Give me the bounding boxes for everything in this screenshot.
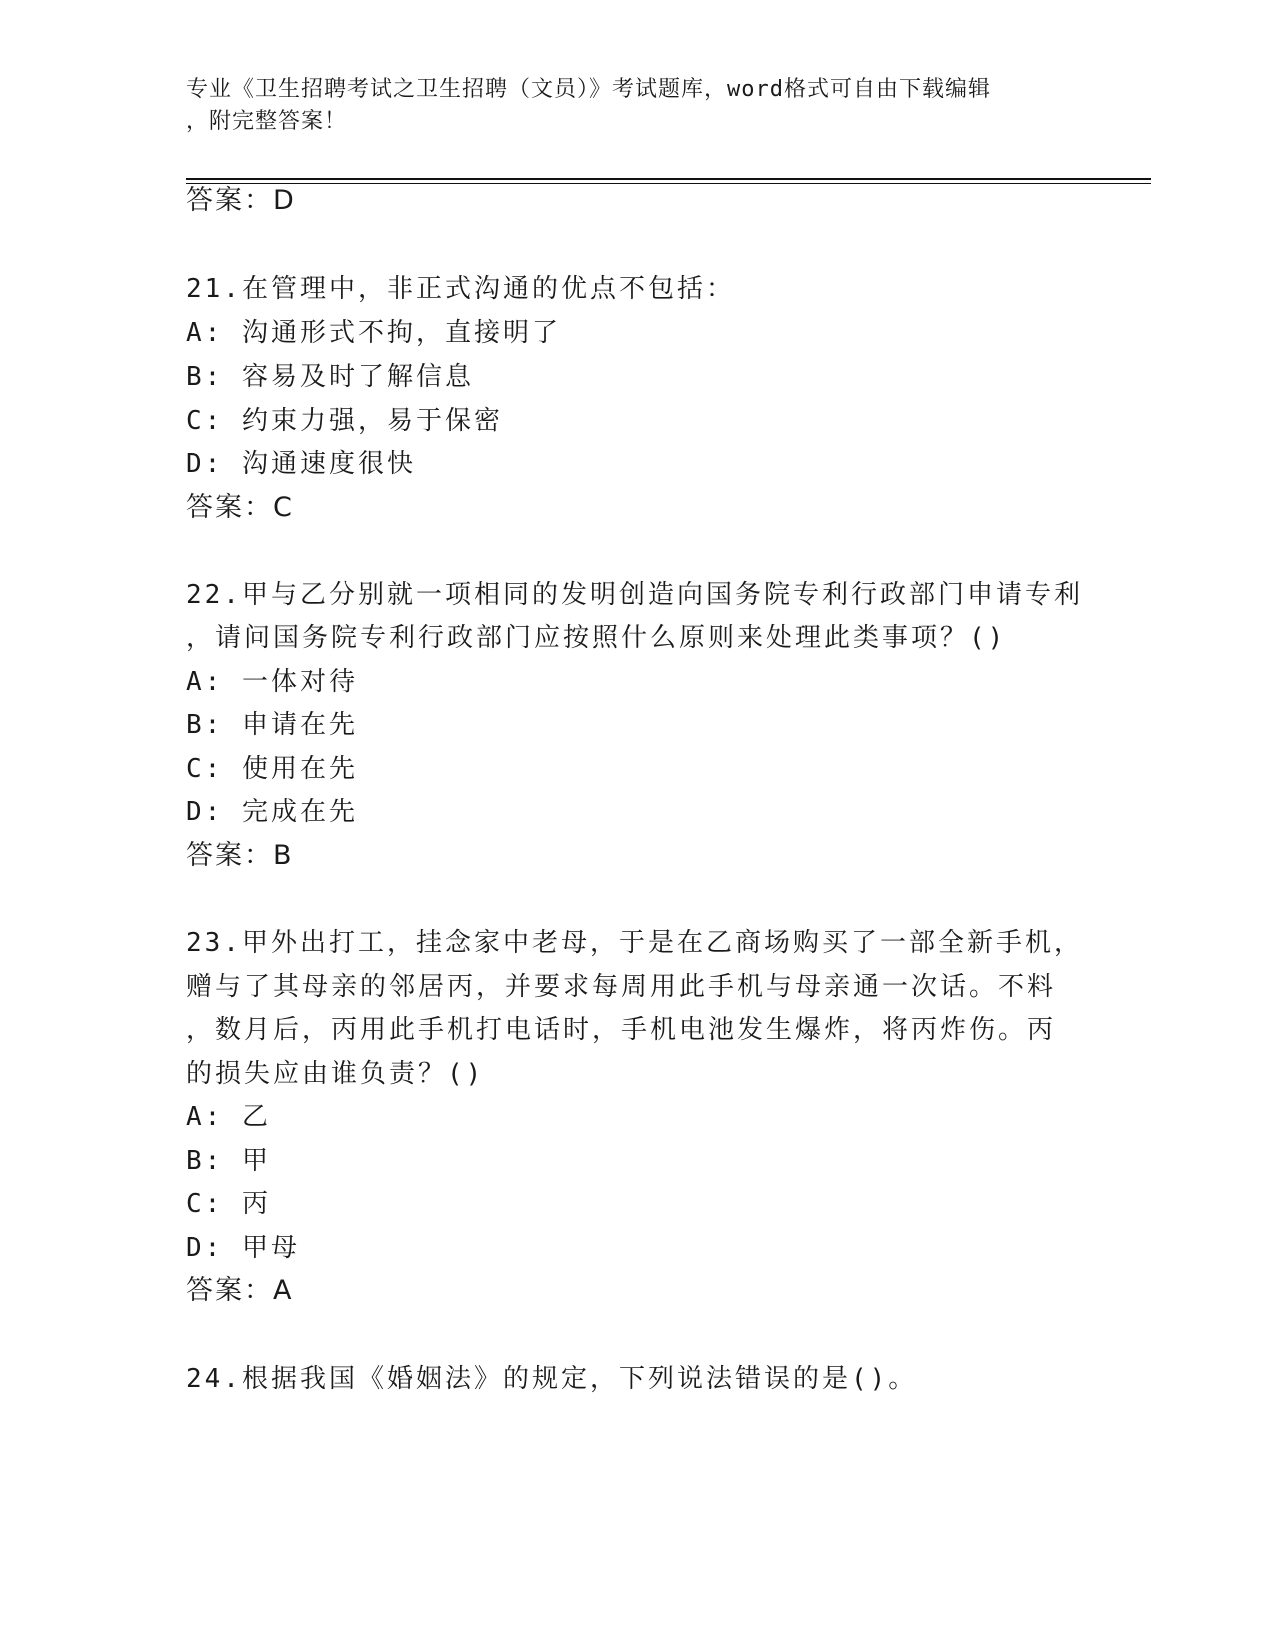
question-text: ，数月后，丙用此手机打电话时，手机电池发生爆炸，将丙炸伤。丙: [186, 1015, 1057, 1045]
option-c: C: 丙: [186, 1189, 271, 1219]
header-divider-thick: [186, 178, 1151, 180]
option-d: D: 沟通速度很快: [186, 449, 416, 479]
option-c: C: 使用在先: [186, 754, 358, 784]
option-b: B: 申请在先: [186, 710, 358, 740]
option-c: C: 约束力强，易于保密: [186, 406, 503, 436]
option-a: A: 乙: [186, 1102, 271, 1132]
question-text: 22.甲与乙分别就一项相同的发明创造向国务院专利行政部门申请专利: [186, 580, 1083, 610]
option-a: A: 沟通形式不拘，直接明了: [186, 318, 561, 348]
answer: 答案：C: [186, 492, 294, 523]
option-b: B: 甲: [186, 1146, 271, 1176]
header-divider-thin: [186, 183, 1151, 184]
question-text: 的损失应由谁负责？(): [186, 1059, 485, 1089]
answer: 答案：B: [186, 840, 294, 871]
previous-answer: 答案：D: [186, 185, 296, 216]
document-header: [186, 74, 1066, 138]
question-text: ，请问国务院专利行政部门应按照什么原则来处理此类事项？(): [186, 623, 1007, 653]
header-line-2: ，附完整答案！: [186, 109, 348, 134]
answer: 答案：A: [186, 1275, 294, 1306]
option-b: B: 容易及时了解信息: [186, 362, 474, 392]
question-text: 23.甲外出打工，挂念家中老母，于是在乙商场购买了一部全新手机，: [186, 928, 1083, 958]
question-text: 21.在管理中，非正式沟通的优点不包括：: [186, 274, 735, 304]
question-text: 24.根据我国《婚姻法》的规定，下列说法错误的是()。: [186, 1364, 918, 1394]
header-line-1: 专业《卫生招聘考试之卫生招聘（文员）》考试题库，word格式可自由下载编辑: [186, 77, 991, 102]
option-a: A: 一体对待: [186, 667, 358, 697]
question-text: 赠与了其母亲的邻居丙，并要求每周用此手机与母亲通一次话。不料: [186, 972, 1057, 1002]
option-d: D: 完成在先: [186, 797, 358, 827]
option-d: D: 甲母: [186, 1233, 300, 1263]
